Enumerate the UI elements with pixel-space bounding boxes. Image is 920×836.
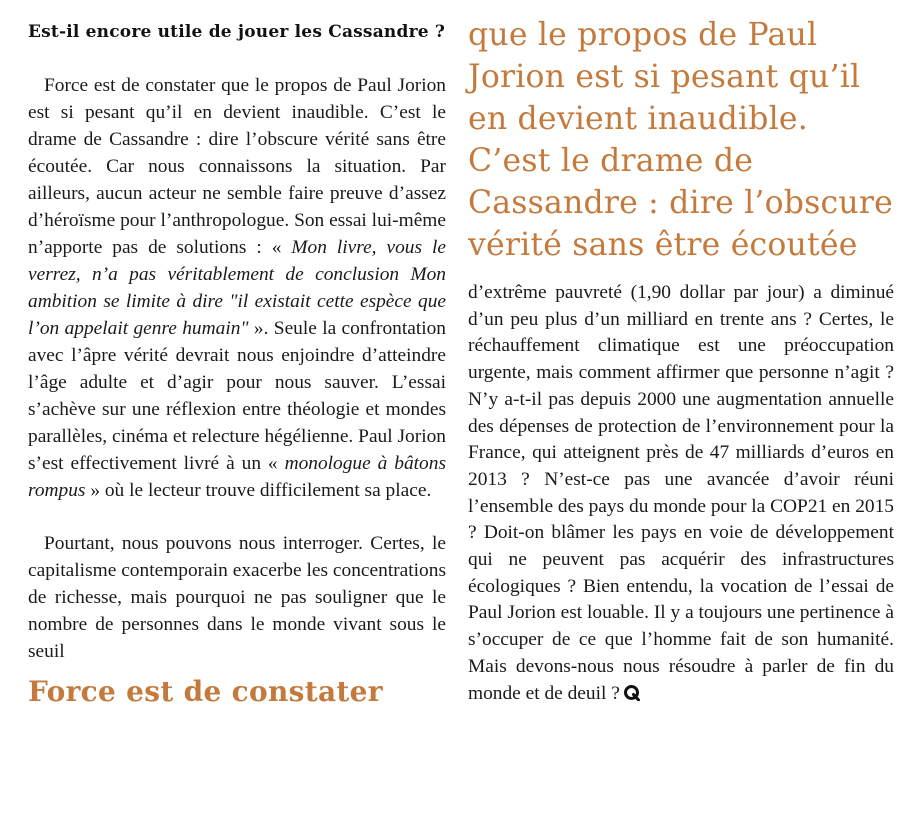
paragraph-1-quote: Mon livre, vous le verrez, n’a pas véritablement de conclusion Mon ambition se limite à dire "il existait cette espèce que l’on appelait genre humain": [28, 237, 446, 339]
section-heading: Est-il encore utile de jouer les Cassandre ?: [28, 22, 446, 42]
paragraph-1-quote-2: monologue à bâtons rompus: [28, 453, 446, 501]
right-body: [468, 280, 894, 707]
end-of-article-icon: [624, 685, 640, 701]
paragraph-1: [28, 72, 446, 504]
left-column: [28, 20, 446, 709]
paragraph-1-text-a: Force est de constater que le propos de Paul Jorion est si pesant qu’il en devient inaudible. C’est le drame de Cassandre : dire l’obscure vérité sans être écoutée. Car nous connaissons la situation. Par ailleurs, aucun acteur ne semble faire preuve d’assez d’héroïsme pour l’anthropologue. Son essai lui-même n’apporte pas de solutions : «: [28, 75, 446, 258]
pull-quote-start: Force est de constater: [28, 675, 383, 708]
paragraph-1-text-c: » où le lecteur trouve difficilement sa place.: [85, 480, 432, 501]
paragraph-2: [28, 530, 446, 665]
right-column: [468, 17, 894, 707]
pull-quote-continuation: que le propos de Paul Jorion est si pesant qu’il en devient inaudible. C’est le drame de Cassandre : dire l’obscure vérité sans être écoutée: [468, 17, 893, 263]
paragraph-1-text-b: ». Seule la confrontation avec l’âpre vérité devrait nous enjoindre d’atteindre l’âge adulte et d’agir pour nous sauver. L’essai s’achève sur une réflexion entre théologie et mondes parallèles, cinéma et relecture hégélienne. Paul Jorion s’est effectivement livré à un «: [28, 318, 447, 474]
paragraph-2-text: Pourtant, nous pouvons nous interroger. Certes, le capitalisme contemporain exacerbe les concentrations de richesse, mais pourquoi ne pas souligner que le nombre de personnes dans le monde vivant sous le seuil: [28, 533, 446, 662]
right-body-text: d’extrême pauvreté (1,90 dollar par jour) a diminué d’un peu plus d’un milliard en trente ans ? Certes, le réchauffement climatique est une préoccupation urgente, mais comment affirmer que personne n’agit ? N’y a-t-il pas depuis 2000 une augmentation annuelle des dépenses de protection de l’environnement pour la France, qui atteignent près de 47 milliards d’euros en 2013 ? N’est-ce pas une avancée d’avoir réuni l’ensemble des pays du monde pour la COP21 en 2015 ? Doit-on blâmer les pays en voie de développement qui ne peuvent pas acquérir des infrastructures écologiques ? Bien entendu, la vocation de l’essai de Paul Jorion est louable. Il y a toujours une pertinence à s’occuper de ce que l’homme fait de son humanité. Mais devons-nous nous résoudre à parler de fin du monde et de deuil ?: [468, 282, 894, 704]
